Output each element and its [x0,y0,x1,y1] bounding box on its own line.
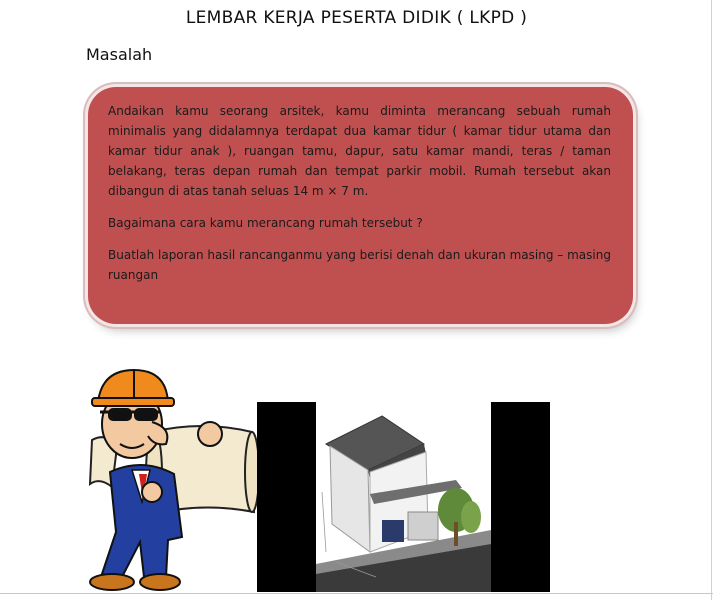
page-edge [711,0,712,600]
house-photo [257,402,550,592]
problem-paragraph-2: Bagaimana cara kamu merancang rumah tersebut ? [108,216,423,230]
section-heading: Masalah [86,45,153,64]
page-title: LEMBAR KERJA PESERTA DIDIK ( LKPD ) [185,8,528,28]
architect-cartoon-icon [82,362,262,594]
problem-paragraph-3: Buatlah laporan hasil rancanganmu yang berisi denah dan ukuran masing – masing ruangan [108,248,611,282]
problem-card [88,87,633,324]
house-3d-render-icon [316,402,491,592]
problem-paragraph-1: Andaikan kamu seorang arsitek, kamu diminta merancang sebuah rumah minimalis yang didalamnya terdapat dua kamar tidur ( kamar tidur utama dan kamar tidur anak ), ruangan tamu, dapur, satu kamar mandi, teras / taman belakang, teras depan rumah dan tempat parkir mobil. Rumah tersebut akan dibangun di atas tanah seluas 14 m × 7 m. [108,104,611,198]
